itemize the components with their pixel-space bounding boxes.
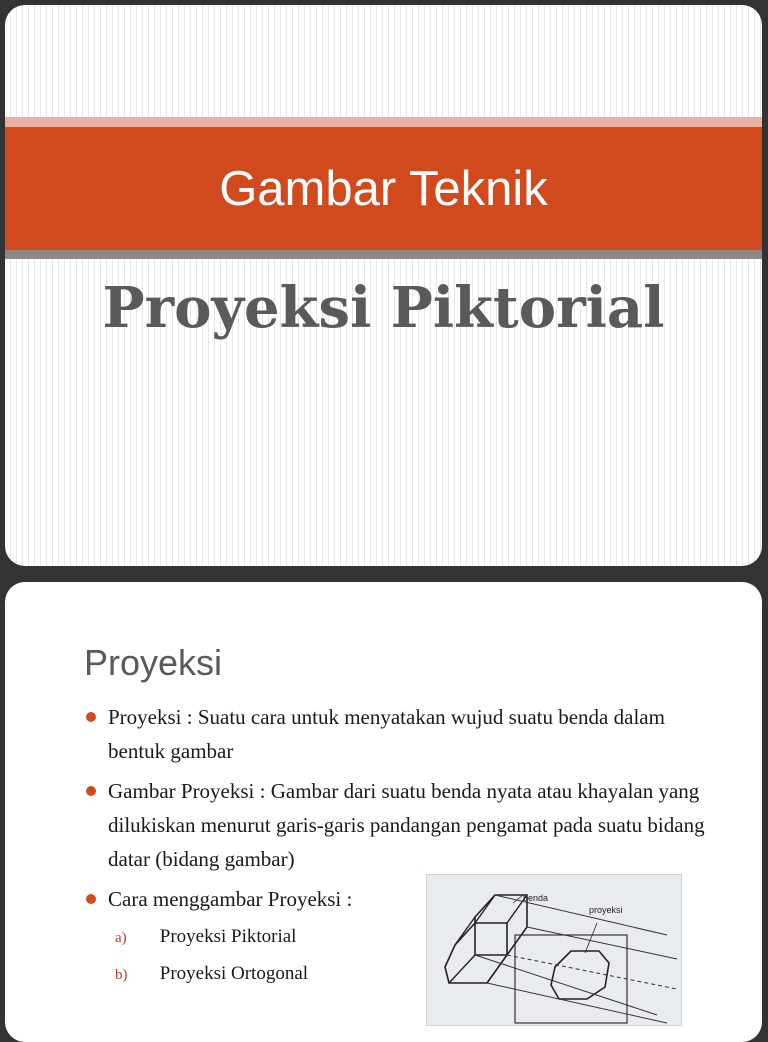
bullet-text: Cara menggambar Proyeksi : xyxy=(108,887,353,911)
projection-diagram xyxy=(427,875,681,1025)
object-edge xyxy=(487,955,507,983)
accent-band-bottom xyxy=(5,250,762,259)
object-edge xyxy=(475,895,495,923)
object-edge xyxy=(449,955,475,983)
projection-ray xyxy=(475,955,657,1015)
sub-item xyxy=(115,919,308,956)
sub-item-text: Proyeksi Piktorial xyxy=(159,926,297,947)
projection-ray xyxy=(495,895,667,935)
bullet-item xyxy=(84,774,724,876)
sub-item-text: Proyeksi Ortogonal xyxy=(159,963,309,984)
bullet-text: Gambar Proyeksi : Gambar dari suatu benda nyata atau khayalan yang dilukiskan menurut garis-garis pandangan pengamat pada suatu bidang datar (bidang gambar) xyxy=(108,779,705,871)
figure-label-benda: benda xyxy=(523,893,549,903)
figure-label-proyeksi: proyeksi xyxy=(589,905,623,915)
bullet-text: Proyeksi : Suatu cara untuk menyatakan wujud suatu benda dalam bentuk gambar xyxy=(108,705,665,763)
bullet-icon xyxy=(86,712,96,722)
projection-plane xyxy=(515,935,627,1023)
label-leader xyxy=(585,923,597,953)
sub-item xyxy=(115,956,308,993)
bullet-item xyxy=(84,700,724,768)
sub-item-marker: b) xyxy=(115,967,128,983)
projected-shape xyxy=(551,951,609,999)
bullet-icon xyxy=(86,894,96,904)
slide-subtitle: Proyeksi Piktorial xyxy=(102,275,665,341)
sub-list xyxy=(115,919,308,993)
title-slide xyxy=(5,5,762,566)
slide-title: Gambar Teknik xyxy=(219,161,548,216)
content-slide xyxy=(5,582,762,1042)
object-back-face xyxy=(475,895,527,955)
object-edge xyxy=(455,917,475,945)
sub-item-marker: a) xyxy=(115,930,127,946)
bullet-icon xyxy=(86,786,96,796)
object-front-face xyxy=(445,923,507,983)
content-slide-title: Proyeksi xyxy=(84,642,223,683)
accent-band-top xyxy=(5,117,762,127)
projection-ray xyxy=(507,955,677,989)
projection-figure xyxy=(426,874,682,1026)
